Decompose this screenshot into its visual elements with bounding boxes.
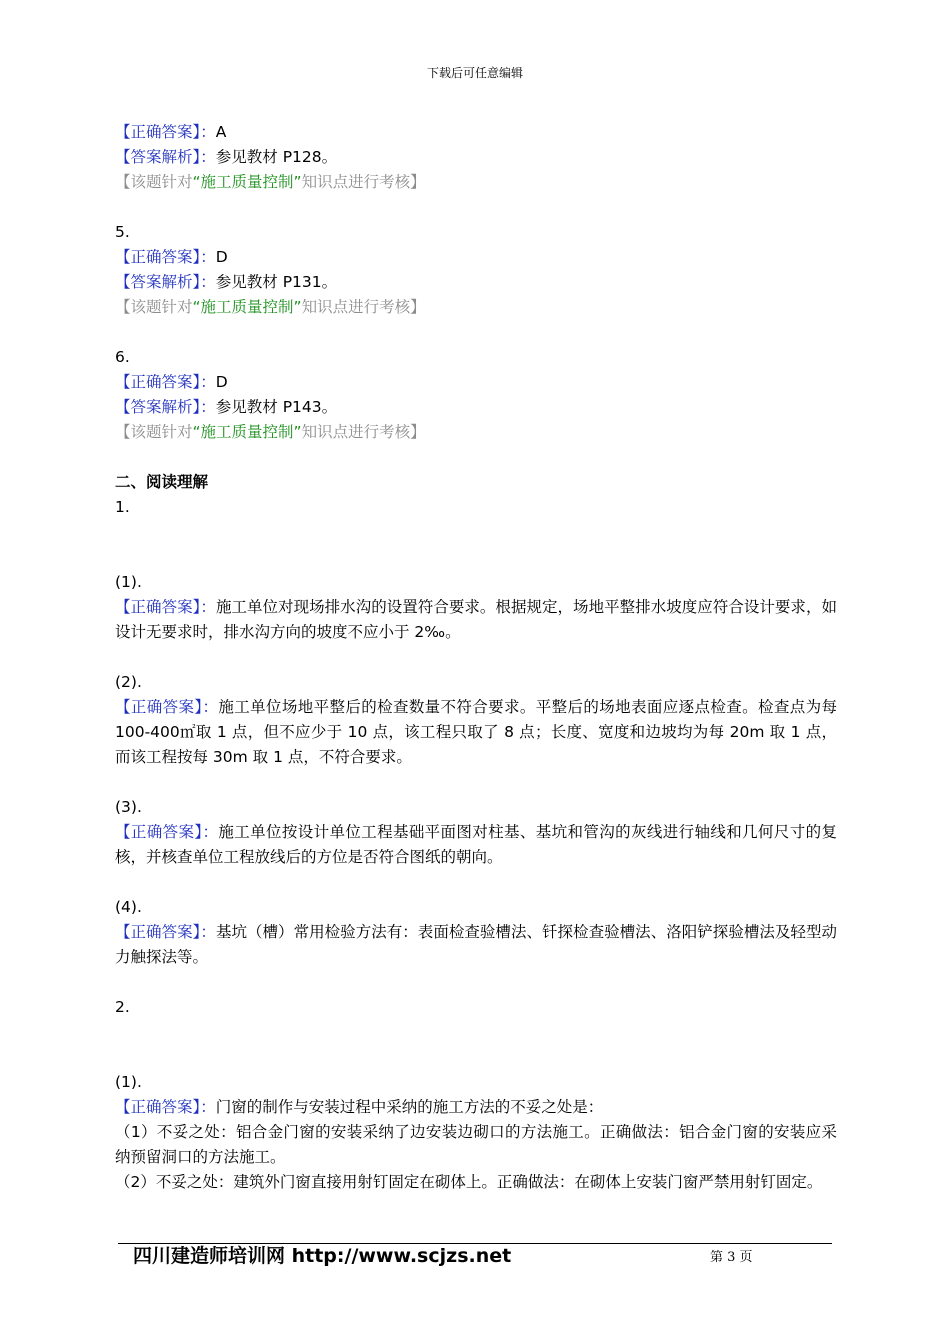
- colon: ：: [200, 398, 216, 416]
- colon: ：: [202, 823, 219, 841]
- colon: ：: [200, 148, 216, 166]
- correct-answer-label: 【正确答案】: [115, 923, 201, 941]
- tag-prefix: 【该题针对: [115, 173, 193, 191]
- correct-answer-label: 【正确答案】: [115, 373, 201, 391]
- footer-site: 四川建造师培训网 http://www.scjzs.net: [133, 1245, 512, 1267]
- part-answer: [115, 820, 837, 870]
- answer-value: D: [215, 373, 228, 391]
- part-answer: [115, 1095, 837, 1120]
- topic-tag: [115, 170, 837, 195]
- tag-suffix: 知识点进行考核】: [301, 423, 426, 441]
- colon: ：: [200, 123, 216, 141]
- colon: ：: [200, 273, 216, 291]
- analysis-text: 参见教材 P131。: [215, 273, 338, 291]
- case-number: 1.: [115, 498, 130, 516]
- correct-answer-label: 【正确答案】: [115, 598, 201, 616]
- tag-topic: “施工质量控制”: [192, 423, 302, 441]
- correct-answer-label: 【正确答案】: [115, 123, 201, 141]
- colon: ：: [200, 248, 216, 266]
- tag-suffix: 知识点进行考核】: [301, 173, 426, 191]
- analysis-text: 参见教材 P143。: [215, 398, 338, 416]
- part-answer-text: 基坑（槽）常用检验方法有：表面检查验槽法、钎探检查验槽法、洛阳铲探验槽法及轻型动力触探法等。: [115, 923, 837, 966]
- part-answer-text: 施工单位按设计单位工程基础平面图对柱基、基坑和管沟的灰线进行轴线和几何尺寸的复核，并核查单位工程放线后的方位是否符合图纸的朝向。: [115, 823, 837, 866]
- analysis-line: [115, 145, 837, 170]
- part-number: (1).: [115, 573, 142, 591]
- tag-prefix: 【该题针对: [115, 423, 193, 441]
- question-number: 6.: [115, 348, 130, 366]
- colon: ：: [200, 373, 216, 391]
- page-number: 第 3 页: [710, 1250, 753, 1265]
- answer-line: [115, 120, 837, 145]
- part-answer-text: 施工单位对现场排水沟的设置符合要求。根据规定，场地平整排水坡度应符合设计要求，如设计无要求时，排水沟方向的坡度不应小于 2‰。: [115, 598, 837, 641]
- analysis-line: [115, 395, 837, 420]
- part-number: (1).: [115, 1073, 142, 1091]
- question-number: 5.: [115, 223, 130, 241]
- analysis-line: [115, 270, 837, 295]
- analysis-text: 参见教材 P128。: [215, 148, 338, 166]
- part-number: (2).: [115, 673, 142, 691]
- part-answer: [115, 695, 837, 770]
- colon: ：: [200, 1098, 216, 1116]
- page-header: 下载后可任意编辑: [426, 66, 523, 80]
- correct-answer-label: 【正确答案】: [115, 1098, 201, 1116]
- part-number: (3).: [115, 798, 142, 816]
- correct-answer-label: 【正确答案】: [115, 248, 201, 266]
- answer-item: （2）不妥之处：建筑外门窗直接用射钉固定在砌体上。正确做法：在砌体上安装门窗严禁用射钉固定。: [115, 1173, 823, 1191]
- answer-value: D: [215, 248, 228, 266]
- correct-answer-label: 【正确答案】: [115, 823, 203, 841]
- part-answer: [115, 920, 837, 970]
- topic-tag: [115, 420, 837, 445]
- tag-suffix: 知识点进行考核】: [301, 298, 426, 316]
- section-title: 二、阅读理解: [115, 473, 209, 491]
- document-body: [115, 120, 837, 1195]
- colon: ：: [202, 698, 219, 716]
- part-answer: [115, 595, 837, 645]
- colon: ：: [200, 923, 216, 941]
- part-answer-text: 施工单位场地平整后的检查数量不符合要求。平整后的场地表面应逐点检查。检查点为每 100-400㎡取 1 点，但不应少于 10 点，该工程只取了 8 点；长度、宽度和边坡均为每 20m 取 1 点，而该工程按每 30m 取 1 点，不符合要求。: [115, 698, 837, 766]
- answer-line: [115, 370, 837, 395]
- answer-item: （1）不妥之处：铝合金门窗的安装采纳了边安装边砌口的方法施工。正确做法：铝合金门窗的安装应采纳预留洞口的方法施工。: [115, 1123, 837, 1166]
- case-number: 2.: [115, 998, 130, 1016]
- part-answer-text: 门窗的制作与安装过程中采纳的施工方法的不妥之处是：: [215, 1098, 604, 1116]
- correct-answer-label: 【正确答案】: [115, 698, 203, 716]
- tag-prefix: 【该题针对: [115, 298, 193, 316]
- analysis-label: 【答案解析】: [115, 148, 201, 166]
- analysis-label: 【答案解析】: [115, 273, 201, 291]
- answer-value: A: [215, 123, 227, 141]
- colon: ：: [200, 598, 216, 616]
- topic-tag: [115, 295, 837, 320]
- tag-topic: “施工质量控制”: [192, 298, 302, 316]
- analysis-label: 【答案解析】: [115, 398, 201, 416]
- part-number: (4).: [115, 898, 142, 916]
- tag-topic: “施工质量控制”: [192, 173, 302, 191]
- answer-line: [115, 245, 837, 270]
